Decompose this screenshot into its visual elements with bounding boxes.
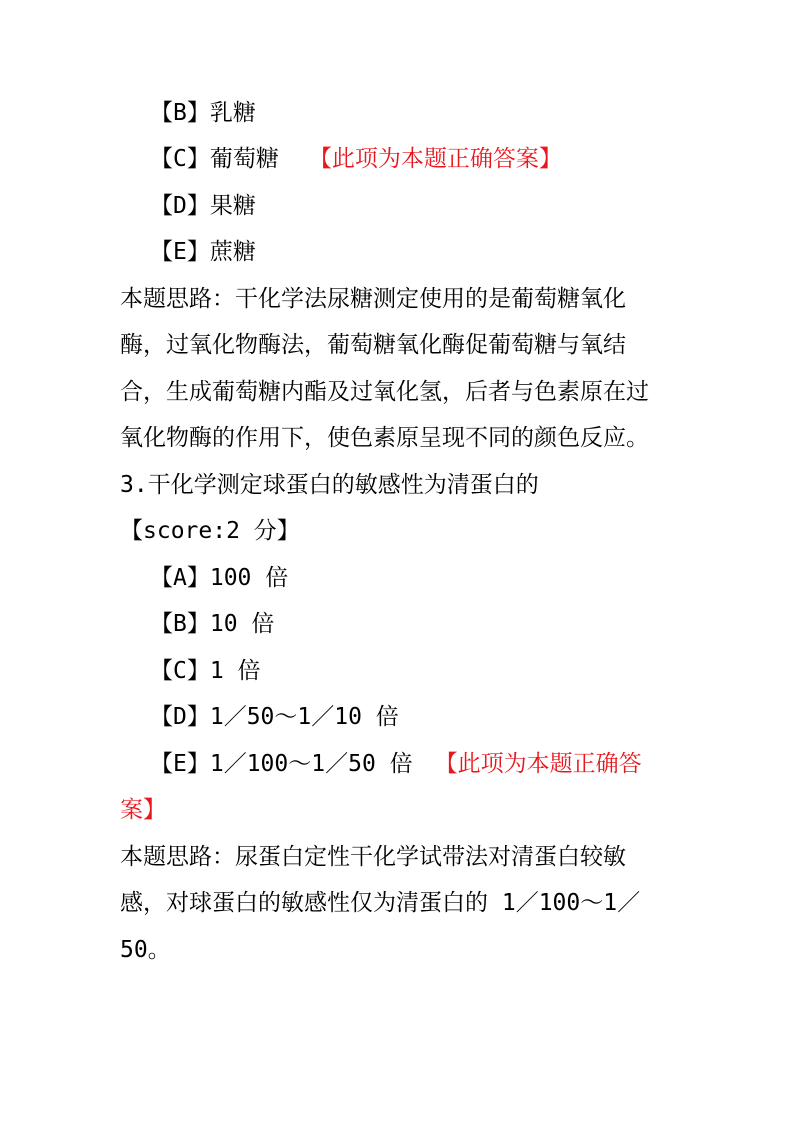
q2-option-d [150,191,256,221]
option-label: 【E】 [150,751,210,777]
option-label: 【E】 [150,239,210,265]
q3-score: 【score:2 分】 [120,518,300,544]
q3-explanation-line: 感，对球蛋白的敏感性仅为清蛋白的 1／100～1／ [120,890,641,916]
option-text: 葡萄糖 [209,146,279,172]
correct-answer-mark: 【此项为本题正确答案】 [308,146,562,172]
q2-explanation-line: 本题思路：干化学法尿糖测定使用的是葡萄糖氧化 [120,286,626,312]
correct-answer-mark-continued: 案】 [120,797,166,823]
q3-option-e [150,749,642,779]
option-label: 【D】 [150,193,210,219]
q3-explanation-line: 本题思路：尿蛋白定性干化学试带法对清蛋白较敏 [120,844,626,870]
option-text: 10 倍 [209,611,275,637]
q2-explanation-line: 合，生成葡萄糖内酯及过氧化氢，后者与色素原在过 [120,379,649,405]
option-label: 【C】 [150,146,210,172]
q3-option-a [150,563,288,593]
option-text: 蔗糖 [209,239,256,265]
option-text: 果糖 [209,193,256,219]
option-label: 【B】 [150,100,210,126]
option-label: 【A】 [150,565,210,591]
q2-option-e [150,237,256,267]
option-label: 【B】 [150,611,210,637]
q3-option-c [150,656,261,686]
q3-explanation-line: 50。 [120,937,171,963]
option-label: 【D】 [150,704,210,730]
option-text: 1／100～1／50 倍 [209,751,413,777]
q2-option-c [150,144,562,174]
q3-option-b [150,609,274,639]
q2-explanation-line: 氧化物酶的作用下，使色素原呈现不同的颜色反应。 [120,425,649,451]
q2-option-b [150,98,256,128]
option-text: 1／50～1／10 倍 [209,704,399,730]
option-text: 乳糖 [209,100,256,126]
correct-answer-mark: 【此项为本题正确答 [434,751,642,777]
q3-option-d [150,702,399,732]
option-text: 1 倍 [209,658,261,684]
q3-question: 3.干化学测定球蛋白的敏感性为清蛋白的 [120,472,539,498]
q2-explanation-line: 酶，过氧化物酶法，葡萄糖氧化酶促葡萄糖与氧结 [120,332,626,358]
option-label: 【C】 [150,658,210,684]
option-text: 100 倍 [209,565,289,591]
